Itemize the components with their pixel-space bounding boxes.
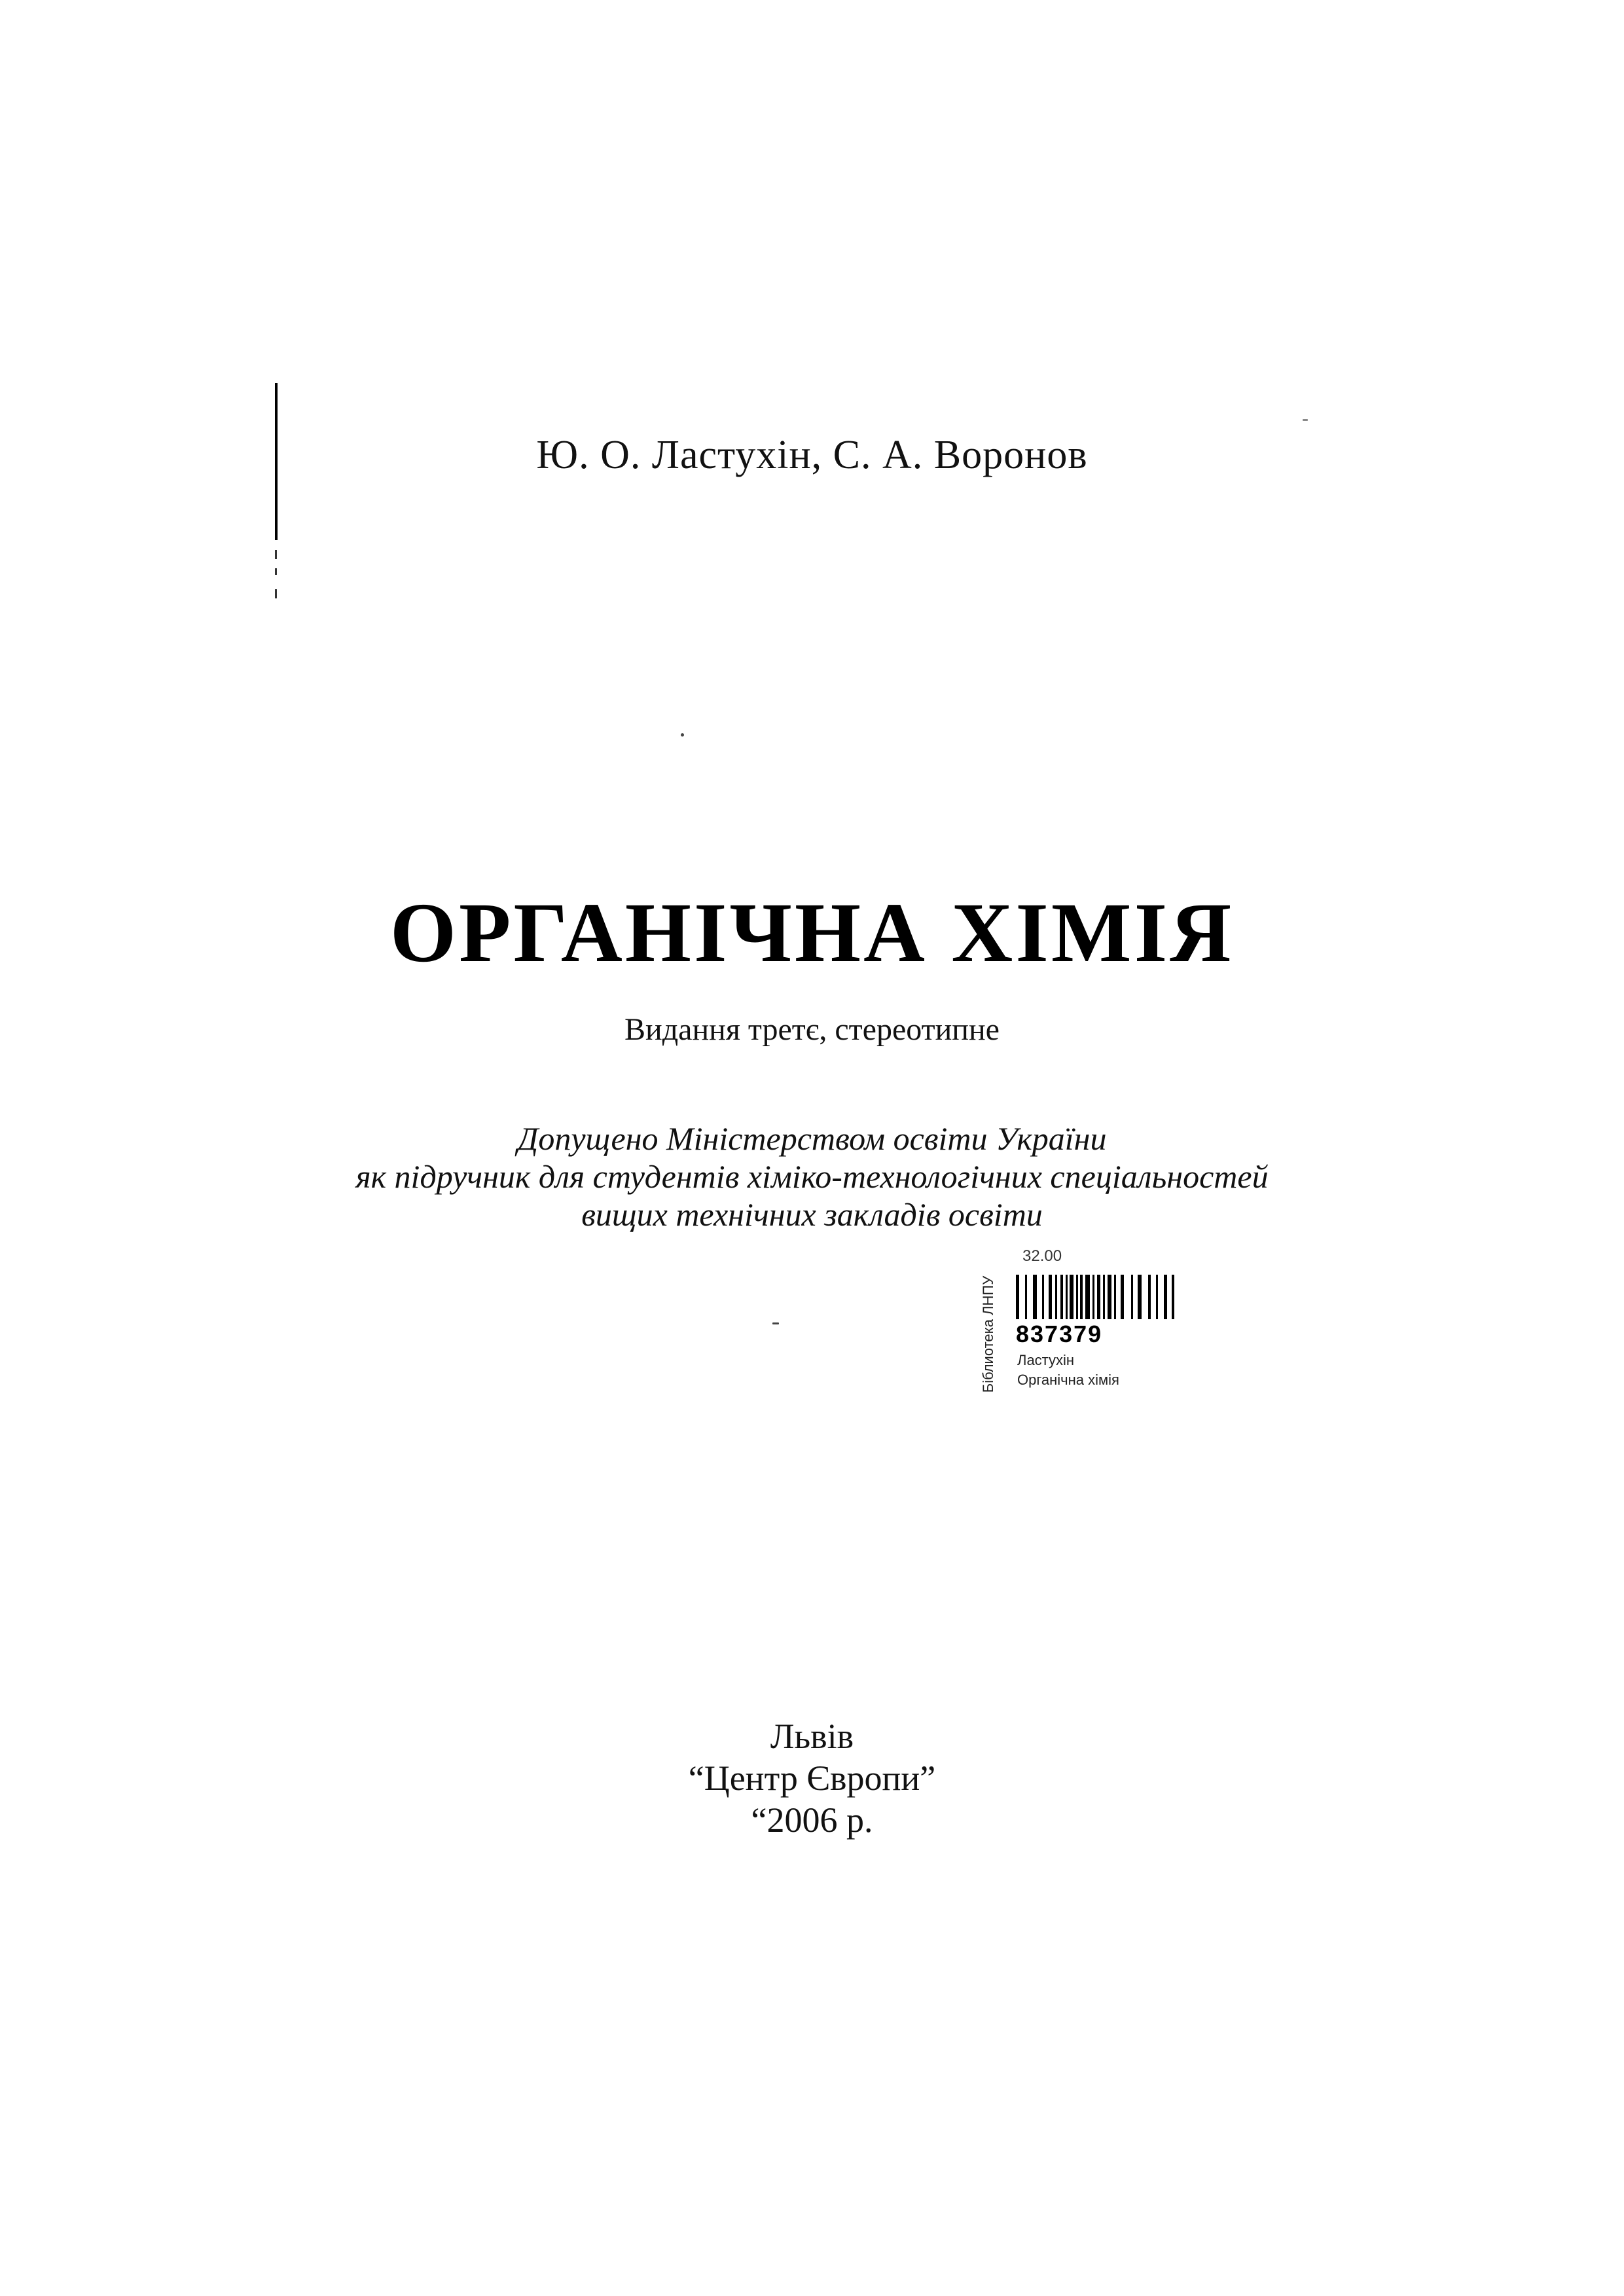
library-sticker	[982, 1247, 1178, 1417]
book-title: ОРГАНІЧНА ХІМІЯ	[389, 886, 1235, 980]
scan-speck	[772, 1322, 779, 1324]
inventory-number: 837379	[1016, 1321, 1103, 1347]
sticker-author: Ластухін	[1017, 1352, 1075, 1368]
authors: Ю. О. Ластухін, С. А. Воронов	[536, 433, 1088, 477]
scan-speck	[1303, 419, 1308, 421]
scan-speck	[681, 733, 684, 737]
barcode-icon	[1016, 1275, 1177, 1319]
scan-artifact-dash	[275, 589, 277, 598]
sticker-book-title: Органічна хімія	[1017, 1372, 1119, 1388]
publication-year: “2006 р.	[751, 1800, 873, 1840]
library-name: Бiблиотека ЛНПУ	[980, 1275, 996, 1393]
approval-line-3: вищих технічних закладів освіти	[581, 1196, 1043, 1233]
approval-line-2: як підручник для студентів хіміко-технологічних спеціальностей	[355, 1158, 1269, 1195]
edition-note: Видання третє, стереотипне	[624, 1012, 1000, 1047]
publisher-name: “Центр Європи”	[688, 1758, 936, 1798]
scan-artifact-dash	[275, 550, 277, 559]
scan-artifact-dash	[275, 568, 277, 575]
sticker-price: 32.00	[1022, 1247, 1062, 1265]
approval-line-1: Допущено Міністерством освіти України	[517, 1120, 1107, 1157]
publisher-city: Львів	[770, 1717, 854, 1756]
